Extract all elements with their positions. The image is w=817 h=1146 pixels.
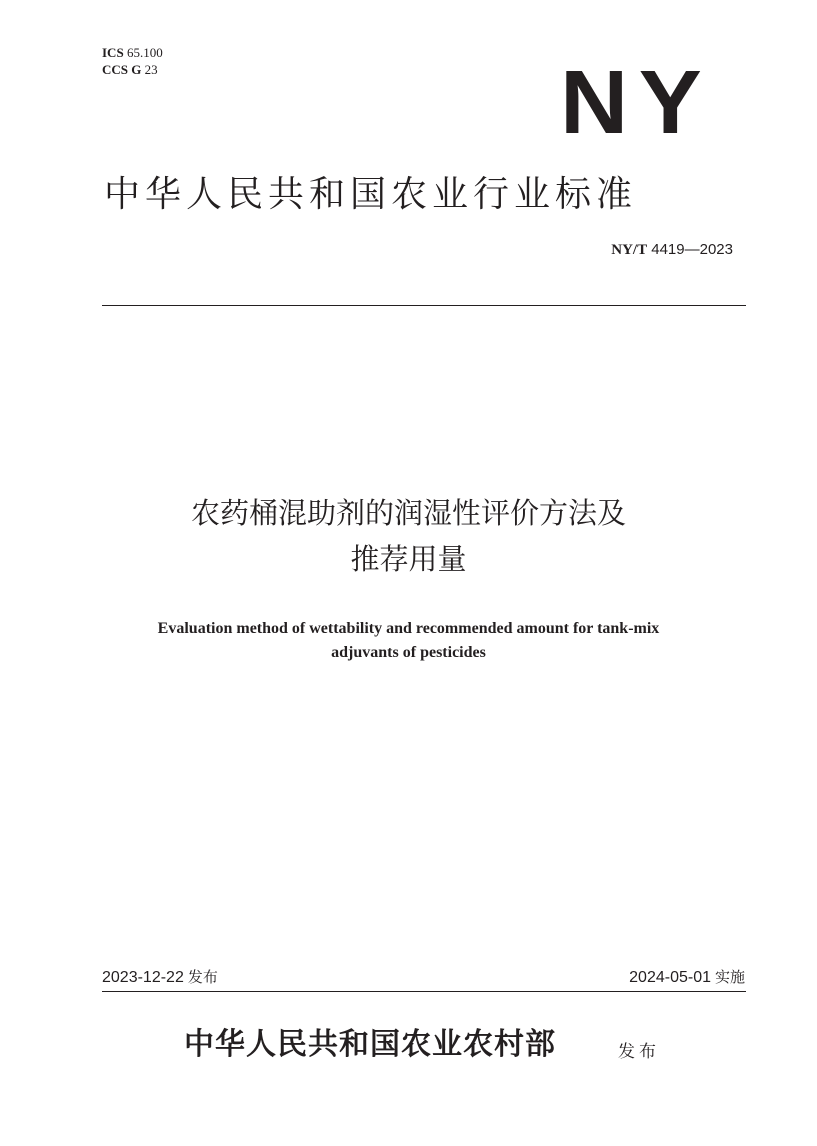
classification-codes xyxy=(102,44,163,78)
english-title xyxy=(60,617,757,665)
issuing-authority-suffix: 发布 xyxy=(618,1042,660,1062)
effective-date-value: 2024-05-01 xyxy=(629,969,711,986)
english-title-line-1: Evaluation method of wettability and recommended amount for tank-mix xyxy=(157,620,660,637)
standard-number-prefix: NY/T xyxy=(611,242,648,258)
chinese-title xyxy=(60,490,757,582)
issuing-authority: 中华人民共和国农业农村部 xyxy=(184,1027,556,1062)
ny-logo: NY xyxy=(560,53,713,153)
issue-date xyxy=(102,966,218,989)
chinese-title-line-2: 推荐用量 xyxy=(350,542,467,576)
bottom-divider xyxy=(102,991,746,992)
issue-date-label: 发布 xyxy=(187,968,218,986)
chinese-title-line-1: 农药桶混助剂的润湿性评价方法及 xyxy=(190,496,626,530)
top-divider xyxy=(102,305,746,306)
standard-number xyxy=(611,240,733,260)
ccs-code: CCS G 23 xyxy=(102,62,158,77)
effective-date xyxy=(629,966,745,989)
english-title-line-2: adjuvants of pesticides xyxy=(331,644,486,661)
standard-number-value: 4419—2023 xyxy=(651,241,733,258)
issue-date-value: 2023-12-22 xyxy=(102,969,184,986)
ics-code: ICS 65.100 xyxy=(102,45,163,60)
effective-date-label: 实施 xyxy=(714,968,745,986)
standard-category: 中华人民共和国农业行业标准 xyxy=(104,174,638,215)
